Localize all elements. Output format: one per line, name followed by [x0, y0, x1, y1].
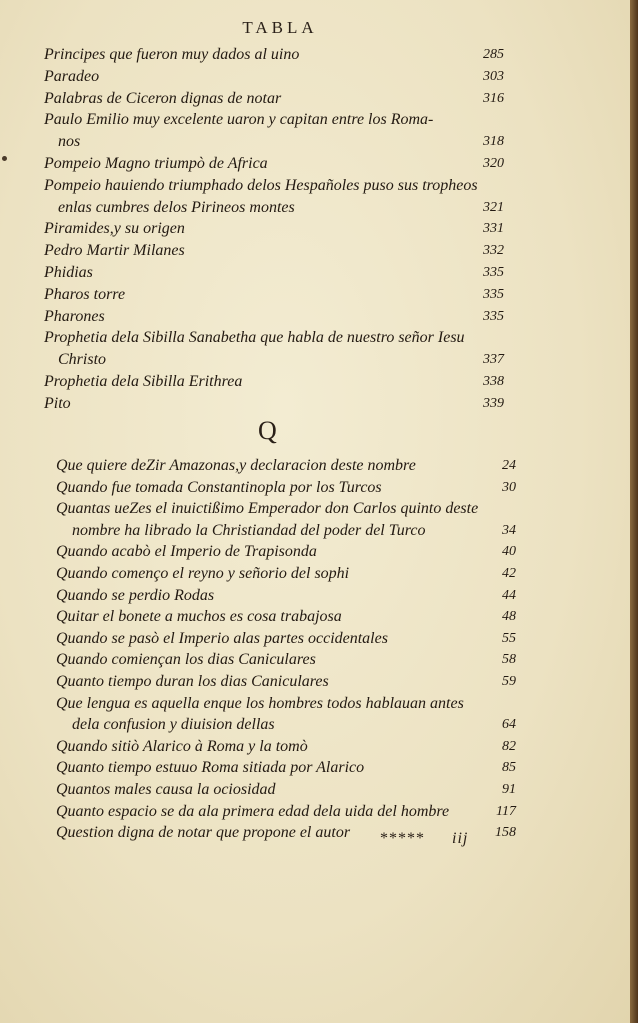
index-entry [0, 563, 630, 585]
entry-text: Pedro Martir Milanes [44, 242, 185, 260]
index-entry [0, 455, 630, 477]
index-entry [0, 498, 630, 520]
entry-text: Quantas ueZes el inuictißimo Emperador don Carlos quinto deste [56, 500, 479, 518]
index-entry [0, 671, 630, 693]
entry-text: Quanto tiempo duran los dias Caniculares [56, 673, 329, 690]
index-entry [0, 736, 630, 758]
entry-page: 316 [483, 90, 504, 106]
index-entry [0, 585, 630, 607]
signature-mark: iij [452, 830, 469, 847]
entry-page: 85 [502, 760, 516, 776]
entry-page: 30 [502, 479, 516, 495]
entry-text: Paradeo [44, 67, 100, 85]
entry-text: Question digna de notar que propone el autor [56, 824, 351, 842]
page-header: TABLA [242, 18, 318, 37]
index-entry [0, 44, 630, 66]
entry-text: nombre ha librado la Christiandad del poder del Turco [72, 521, 426, 539]
entry-page: 44 [502, 587, 516, 603]
index-entry [0, 606, 630, 628]
index-entry [0, 649, 630, 671]
entry-text: Quitar el bonete a muchos es cosa trabajosa [56, 608, 342, 626]
index-entry [0, 801, 630, 823]
index-entry [0, 693, 630, 715]
index-entry [0, 477, 630, 499]
index-entry [0, 175, 630, 197]
entry-text: Pharones [44, 307, 105, 325]
book-edge [630, 0, 638, 1023]
entry-text: Quando se pasò el Imperio alas partes occidentales [56, 629, 388, 647]
index-entry [0, 349, 630, 371]
entry-page: 42 [502, 566, 516, 581]
entry-text: Prophetia dela Sibilla Erithrea [44, 373, 243, 390]
entry-page: 40 [502, 544, 516, 560]
index-entry [0, 628, 630, 650]
entry-page: 285 [483, 47, 504, 62]
entry-page: 55 [502, 630, 516, 646]
index-entry [0, 284, 630, 306]
entry-page: 337 [483, 352, 504, 368]
index-entry [0, 306, 630, 328]
entry-text: Quantos males causa la ociosidad [56, 781, 276, 798]
entry-page: 48 [502, 609, 516, 625]
entry-text: Pito [44, 394, 71, 412]
entry-text: Principes que fueron muy dados al uino [44, 46, 300, 63]
entry-text: Pharos torre [44, 285, 126, 303]
footer-stars: ***** [380, 830, 425, 847]
entry-page: 117 [496, 803, 516, 819]
entry-page: 34 [502, 522, 516, 538]
entry-page: 303 [483, 68, 504, 84]
index-entry [0, 262, 630, 284]
entry-page: 59 [502, 674, 516, 689]
index-entry [0, 66, 630, 88]
entry-text: Quando sitiò Alarico à Roma y la tomò [56, 737, 308, 755]
index-entry [0, 393, 630, 415]
entry-text: enlas cumbres delos Pirineos montes [58, 198, 295, 216]
entry-text: Prophetia dela Sibilla Sanabetha que habla de nuestro señor Iesu [44, 329, 465, 347]
entry-text: Quanto espacio se da ala primera edad dela uida del hombre [56, 802, 450, 820]
entry-page: 91 [502, 782, 516, 797]
entry-page: 82 [502, 738, 516, 754]
entry-page: 338 [483, 374, 504, 389]
entry-page: 58 [502, 652, 516, 668]
entry-text: Pompeio hauiendo triumphado delos Hespañoles puso sus tropheos [44, 176, 478, 194]
index-entry [0, 714, 630, 736]
entry-text: Quando acabò el Imperio de Trapisonda [56, 543, 317, 561]
entry-text: Palabras de Ciceron dignas de notar [44, 89, 282, 107]
entry-page: 24 [502, 458, 516, 473]
index-entry [0, 197, 630, 219]
entry-page: 331 [483, 221, 504, 237]
index-entry [0, 757, 630, 779]
entry-page: 320 [483, 156, 504, 171]
index-entry [0, 153, 630, 175]
index-entry [0, 822, 630, 844]
entry-text: Quando se perdio Rodas [56, 586, 215, 604]
index-entry [0, 520, 630, 542]
index-entry [0, 109, 630, 131]
entry-text: Quando començo el reyno y señorio del sophi [56, 565, 350, 582]
entry-page: 158 [495, 825, 516, 841]
entry-text: Quando fue tomada Constantinopla por los Turcos [56, 478, 382, 496]
entry-page: 335 [483, 308, 504, 324]
index-entry [0, 541, 630, 563]
section-letter: Q [258, 416, 277, 445]
entry-text: Que quiere deZir Amazonas,y declaracion deste nombre [56, 457, 416, 474]
entry-text: Piramides,y su origen [44, 220, 185, 238]
index-entry [0, 131, 630, 153]
entry-page: 332 [483, 243, 504, 259]
entry-text: Pompeio Magno triumpò de Africa [44, 155, 268, 172]
entry-text: dela confusion y diuision dellas [72, 716, 275, 734]
entry-text: Paulo Emilio muy excelente uaron y capitan entre los Roma- [44, 111, 434, 129]
entry-text: Quanto tiempo estuuo Roma sitiada por Alarico [56, 759, 365, 777]
entry-text: Quando comiençan los dias Caniculares [56, 651, 316, 669]
entry-text: Que lengua es aquella enque los hombres todos hablauan antes [56, 694, 464, 712]
index-entry [0, 327, 630, 349]
index-entry [0, 779, 630, 801]
page-footer [380, 830, 468, 848]
index-entry [0, 88, 630, 110]
entry-page: 335 [483, 265, 504, 280]
entry-page: 318 [483, 134, 504, 150]
entry-text: Christo [58, 351, 107, 369]
index-entry [0, 371, 630, 393]
index-entry [0, 240, 630, 262]
entry-page: 64 [502, 717, 516, 733]
entry-text: Phidias [44, 264, 93, 281]
entry-page: 321 [483, 199, 504, 215]
index-entry [0, 218, 630, 240]
entry-text: nos [58, 133, 81, 151]
entry-page: 339 [483, 395, 504, 411]
entry-page: 335 [483, 286, 504, 302]
